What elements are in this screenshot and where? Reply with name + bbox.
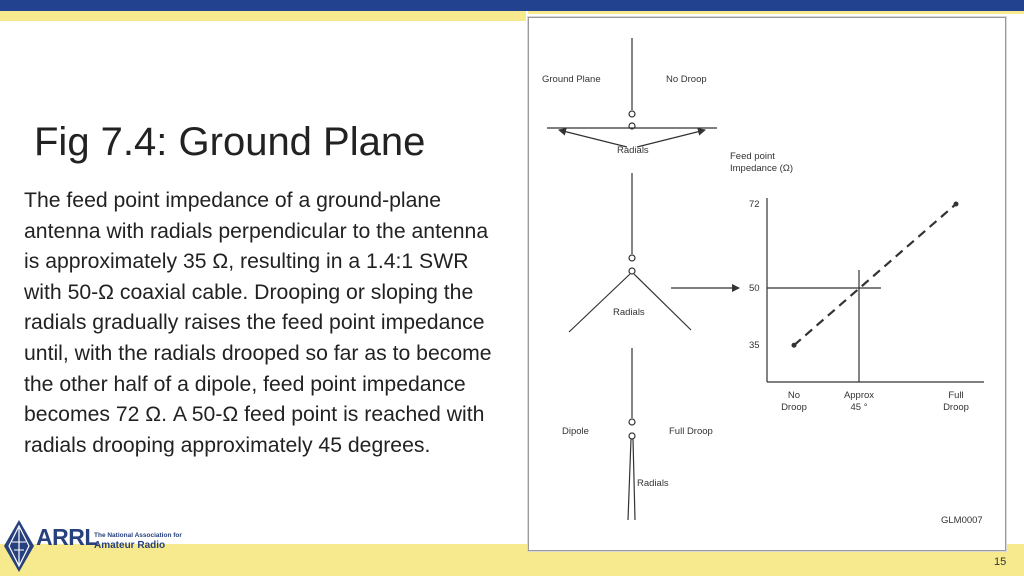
top-yellow-band-right (528, 11, 1024, 14)
antenna3-left-label: Dipole (562, 426, 589, 437)
graph-ylabel-line2: Impedance (Ω) (730, 163, 794, 174)
page-number: 15 (994, 556, 1007, 568)
diamond-logo-icon (2, 518, 36, 574)
antenna2-radial-left (569, 274, 630, 332)
top-accent-bar (0, 0, 1024, 11)
y-tick-35: 35 (749, 340, 760, 351)
antenna2-radial-right (634, 274, 691, 330)
antenna1-radials-label: Radials (617, 145, 649, 156)
impedance-point-3 (954, 202, 959, 207)
impedance-series-line (794, 204, 956, 345)
arrl-tagline-1: The National Association for (94, 532, 182, 539)
antenna3-feed-top (629, 419, 635, 425)
x-tick-1-line1: No (787, 390, 801, 401)
antenna1-right-label: No Droop (666, 74, 707, 85)
antenna2-radials-label: Radials (613, 307, 645, 318)
ground-plane-figure (528, 17, 1006, 551)
x-tick-2-line2: 45 ° (850, 402, 868, 413)
top-yellow-band-left (0, 11, 526, 21)
x-tick-3-line1: Full (948, 390, 964, 401)
antenna2-feed-top (629, 255, 635, 261)
antenna3-feed-bottom (629, 433, 635, 439)
antenna3-radials-label: Radials (637, 478, 669, 489)
figure-code: GLM0007 (941, 515, 983, 526)
arrl-wordmark: ARRL (36, 524, 98, 550)
antenna1-feed-top (629, 111, 635, 117)
graph-ylabel-line1: Feed point (730, 151, 775, 162)
figure-drawing (529, 18, 1005, 550)
antenna3-radial-right (633, 439, 635, 520)
impedance-plot (792, 202, 959, 348)
antenna3-radial-left (628, 439, 631, 520)
antenna3-right-label: Full Droop (669, 426, 713, 437)
arrl-tagline-2: Amateur Radio (94, 540, 166, 551)
y-tick-50: 50 (749, 283, 760, 294)
impedance-point-1 (792, 343, 797, 348)
x-tick-1-line2: Droop (781, 402, 807, 413)
slide-title: Fig 7.4: Ground Plane (34, 120, 426, 164)
x-tick-3-line2: Droop (943, 402, 969, 413)
arrl-logo (2, 518, 182, 574)
slide-body-text: The feed point impedance of a ground-plane antenna with radials perpendicular to the antenna is approximately 35 Ω, resulting in a 1.4:1 SWR with 50-Ω coaxial cable. Drooping or sloping the radials gradually raises the feed point impedance until, with the radials drooped so far as to become the other half of a dipole, feed point impedance becomes 72 Ω. A 50-Ω feed point is reached with radials drooping approximately 45 degrees. (24, 189, 492, 457)
antenna2-feed-bottom (629, 268, 635, 274)
antenna1-left-label: Ground Plane (542, 74, 601, 85)
y-tick-72: 72 (749, 199, 760, 210)
x-tick-2-line1: Approx (843, 390, 875, 401)
